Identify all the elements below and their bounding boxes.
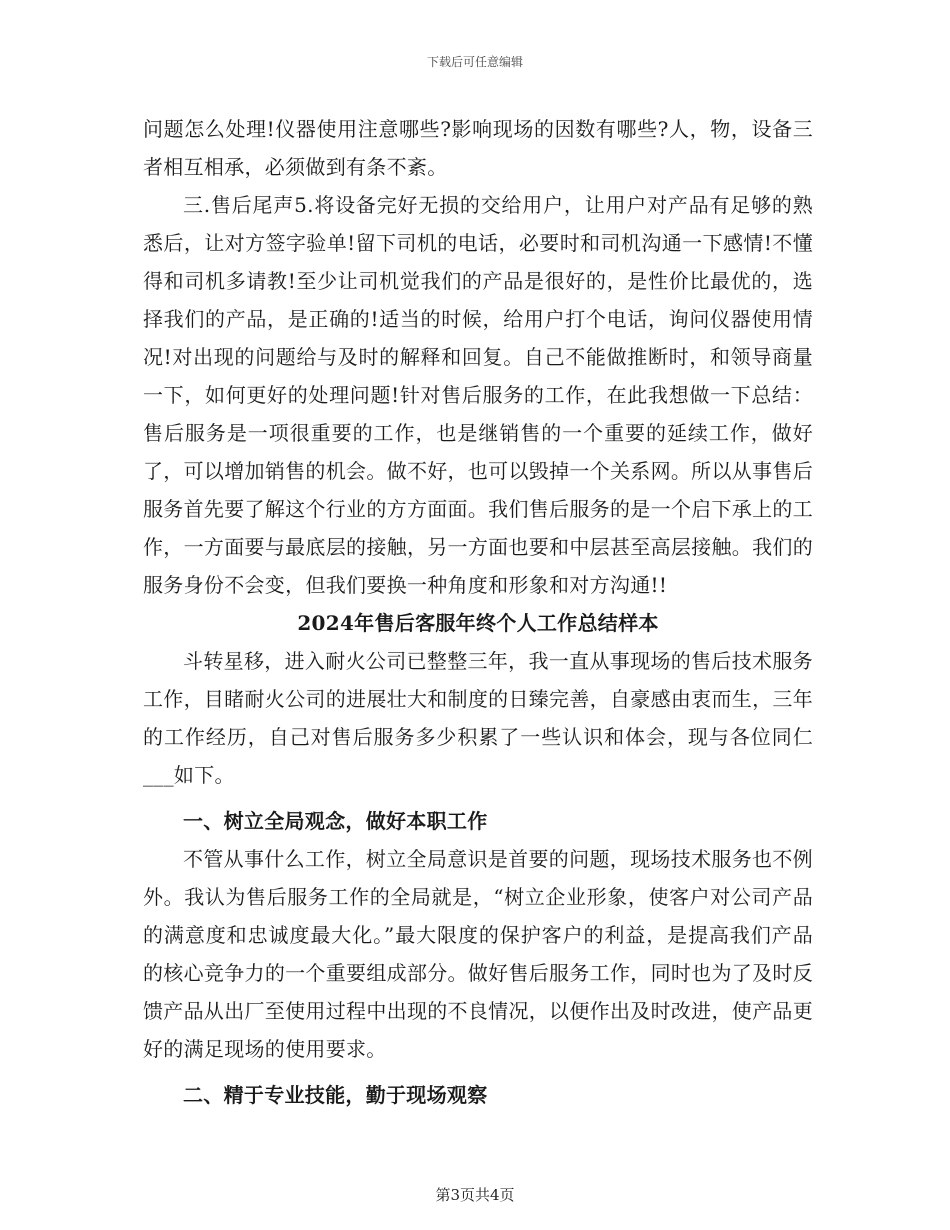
document-title: 2024年售后客服年终个人工作总结样本 (297, 611, 659, 635)
page-footer: 第3页共4页 (435, 1186, 515, 1204)
page-header: 下载后可任意编辑 (426, 55, 523, 69)
paragraph-3: 斗转星移，进入耐火公司已整整三年，我一直从事现场的售后技术服务工作，目睹耐火公司的进展壮大和制度的日臻完善，自豪感由衷而生，三年的工作经历，自己对售后服务多少积累了一些认识和体会，现与各位同仁___如下。 (143, 649, 813, 787)
paragraph-4: 不管从事什么工作，树立全局意识是首要的问题，现场技术服务也不例外。我认为售后服务工作的全局就是，“树立企业形象，使客户对公司产品的满意度和忠诚度最大化。”最大限度的保护客户的利益，是提高我们产品的核心竞争力的一个重要组成部分。做好售后服务工作，同时也为了及时反馈产品从出厂至使用过程中出现的不良情况，以便作出及时改进，使产品更好的满足现场的使用要求。 (143, 847, 813, 1061)
paragraph-1: 问题怎么处理!仪器使用注意哪些?影响现场的因数有哪些?人，物，设备三者相互相承，必须做到有条不紊。 (143, 117, 813, 179)
section-heading-1: 一、树立全局观念，做好本职工作 (183, 809, 488, 833)
section-heading-2: 二、精于专业技能，勤于现场观察 (183, 1083, 488, 1107)
document-body (143, 110, 813, 1114)
paragraph-2: 三.售后尾声5.将设备完好无损的交给用户，让用户对产品有足够的熟悉后，让对方签字验单!留下司机的电话，必要时和司机沟通一下感情!不懂得和司机多请教!至少让司机觉我们的产品是很好的，是性价比最优的，选择我们的产品，是正确的!适当的时候，给用户打个电话，询问仪器使用情况!对出现的问题给与及时的解释和回复。自己不能做推断时，和领导商量一下，如何更好的处理问题!针对售后服务的工作，在此我想做一下总结：售后服务是一项很重要的工作，也是继销售的一个重要的延续工作，做好了，可以增加销售的机会。做不好，也可以毁掉一个关系网。所以从事售后服务首先要了解这个行业的方方面面。我们售后服务的是一个启下承上的工作，一方面要与最底层的接触，另一方面也要和中层甚至高层接触。我们的服务身份不会变，但我们要换一种角度和形象和对方沟通!! (143, 193, 813, 597)
